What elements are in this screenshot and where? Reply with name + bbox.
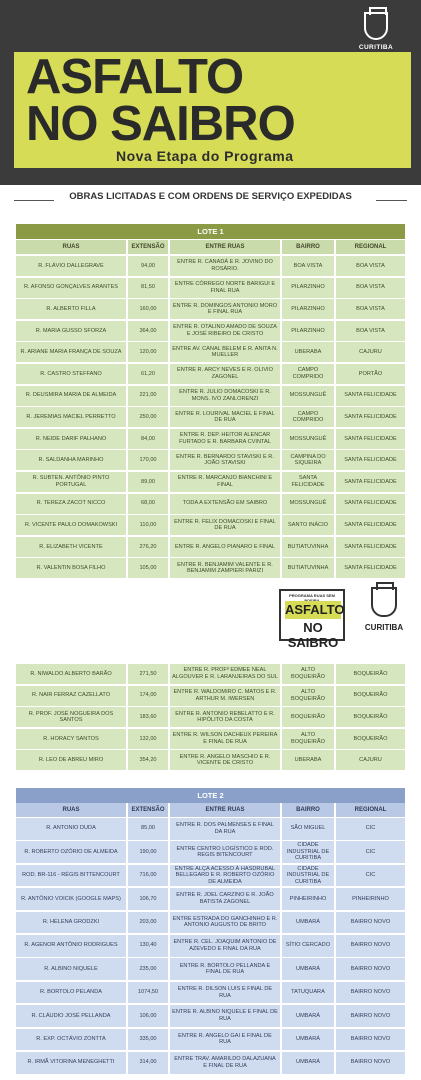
program-logo <box>279 589 345 650</box>
cell-regional: CAJURU <box>336 342 405 362</box>
cell-bairro: TATUQUARA <box>282 982 334 1004</box>
cell-entre-ruas: ENTRE ESTRADA DO GANCHINHO E R. ANTONIO AUGUSTO DE BRITO <box>170 912 280 934</box>
cell-rua: R. DEUSMIRA MARIA DE ALMEIDA <box>16 386 126 406</box>
cell-bairro: UMBARÁ <box>282 1052 334 1074</box>
table-row <box>16 278 405 298</box>
cell-regional: BAIRRO NOVO <box>336 982 405 1004</box>
cell-extensao: 106,00 <box>128 1005 168 1027</box>
cell-bairro: SÍTIO CERCADO <box>282 935 334 957</box>
cell-regional: BAIRRO NOVO <box>336 958 405 980</box>
cell-bairro: SANTO INÁCIO <box>282 515 334 535</box>
cell-extensao: 81,50 <box>128 278 168 298</box>
lote1-header <box>16 240 405 254</box>
table-row <box>16 841 405 863</box>
cell-regional: BOA VISTA <box>336 256 405 276</box>
cell-regional: CIC <box>336 841 405 863</box>
cell-extensao: 250,00 <box>128 407 168 427</box>
section-title: OBRAS LICITADAS E COM ORDENS DE SERVIÇO EXPEDIDAS <box>69 191 352 202</box>
cell-bairro: MOSSUNGUÊ <box>282 429 334 449</box>
program-logo-top: PROGRAMA RUAS SEM <box>289 593 335 598</box>
table-row <box>16 729 405 749</box>
cell-bairro: ALTO BOQUEIRÃO <box>282 729 334 749</box>
cell-bairro: UMBARÁ <box>282 912 334 934</box>
cell-regional: BOA VISTA <box>336 321 405 341</box>
col-ruas: RUAS <box>16 240 126 254</box>
table-row <box>16 1052 405 1074</box>
table-row <box>16 935 405 957</box>
table-row <box>16 686 405 706</box>
col-entre-ruas: ENTRE RUAS <box>170 803 280 817</box>
cell-extensao: 94,00 <box>128 256 168 276</box>
cell-entre-ruas: ENTRE R. BERNARDO STAVISKI E R. JOÃO STAVISKI <box>170 450 280 470</box>
title-line-1: ASFALTO <box>26 50 244 104</box>
cell-bairro: CAMPINA DO SIQUEIRA <box>282 450 334 470</box>
cell-regional: BOQUEIRÃO <box>336 707 405 727</box>
subtitle: Nova Etapa do Programa <box>116 148 294 164</box>
cell-rua: R. BORTOLO PELANDA <box>16 982 126 1004</box>
table-row <box>16 256 405 276</box>
lote2-header <box>16 803 405 817</box>
cell-extensao: 335,00 <box>128 1029 168 1051</box>
cell-regional: CAJURU <box>336 750 405 770</box>
cell-bairro: ALTO BOQUEIRÃO <box>282 686 334 706</box>
cell-extensao: 203,00 <box>128 912 168 934</box>
cell-regional: BAIRRO NOVO <box>336 1005 405 1027</box>
cell-entre-ruas: ENTRE R. ALBINO NIQUELE E FINAL DE RUA <box>170 1005 280 1027</box>
cell-extensao: 68,00 <box>128 494 168 514</box>
header-banner <box>0 0 421 185</box>
cell-entre-ruas: ENTRE R. DOMINGOS ANTONIO MORO E FINAL RUA <box>170 299 280 319</box>
cell-rua: R. CLÁUDIO JOSÉ PELLANDA <box>16 1005 126 1027</box>
cell-rua: R. PROF. JOSÉ NOGUEIRA DOS SANTOS <box>16 707 126 727</box>
cell-bairro: PILARZINHO <box>282 299 334 319</box>
cell-regional: SANTA FELICIDADE <box>336 472 405 492</box>
cell-extensao: 106,70 <box>128 888 168 910</box>
cell-regional: SANTA FELICIDADE <box>336 515 405 535</box>
cell-rua: R. TEREZA ZACOT NICCO <box>16 494 126 514</box>
lote2-label: LOTE 2 <box>16 788 405 803</box>
cell-rua: R. SUBTEN. ANTÔNIO PINTO PORTUGAL <box>16 472 126 492</box>
cell-entre-ruas: ENTRE R. ANTONIO REBELATTO E R. HIPÓLITO DA COSTA <box>170 707 280 727</box>
cell-regional: PORTÃO <box>336 364 405 384</box>
cell-bairro: UMBARÁ <box>282 958 334 980</box>
cell-rua: R. ALBERTO FILLA <box>16 299 126 319</box>
cell-regional: BOQUEIRÃO <box>336 664 405 684</box>
cell-bairro: SÃO MIGUEL <box>282 818 334 840</box>
cell-regional: BAIRRO NOVO <box>336 935 405 957</box>
table-row <box>16 450 405 470</box>
table-row <box>16 321 405 341</box>
table-row <box>16 429 405 449</box>
cell-regional: SANTA FELICIDADE <box>336 450 405 470</box>
cell-regional: BOA VISTA <box>336 299 405 319</box>
cell-entre-ruas: ENTRE R. ANGELO GAI E FINAL DE RUA <box>170 1029 280 1051</box>
table-row <box>16 515 405 535</box>
brand-label: CURITIBA <box>358 44 394 51</box>
cell-bairro: CIDADE INDUSTRIAL DE CURITIBA <box>282 865 334 887</box>
cell-bairro: UMBARÁ <box>282 1029 334 1051</box>
cell-rua: R. EXP. OCTÁVIO ZONTTA <box>16 1029 126 1051</box>
cell-entre-ruas: ENTRE AV. CANAL BELEM E R. ANITA N. MUELLER <box>170 342 280 362</box>
cell-bairro: BUTIATUVINHA <box>282 558 334 578</box>
col-extensao: EXTENSÃO <box>128 240 168 254</box>
cell-rua: R. LEO DE ABREU MIRO <box>16 750 126 770</box>
cell-extensao: 61,20 <box>128 364 168 384</box>
cell-rua: R. ELIZABETH VICENTE <box>16 537 126 557</box>
cell-extensao: 85,00 <box>128 818 168 840</box>
cell-regional: BAIRRO NOVO <box>336 1029 405 1051</box>
table-row <box>16 888 405 910</box>
cell-rua: R. ANTÔNIO VOICIK (GOOGLE MAPS) <box>16 888 126 910</box>
cell-bairro: SANTA FELICIDADE <box>282 472 334 492</box>
cell-extensao: 364,00 <box>128 321 168 341</box>
cell-bairro: BOQUEIRÃO <box>282 707 334 727</box>
col-regional: REGIONAL <box>336 803 405 817</box>
cell-entre-ruas: ENTRE R. MARCANJO BIANCHINI E FINAL <box>170 472 280 492</box>
cell-extensao: 105,00 <box>128 558 168 578</box>
cell-entre-ruas: ENTRE R. FELIX DOMACOSKI E FINAL DE RUA <box>170 515 280 535</box>
cell-rua: R. VICENTE PAULO DOMAKOWSKI <box>16 515 126 535</box>
cell-extensao: 235,00 <box>128 958 168 980</box>
cell-bairro: PINHEIRINHO <box>282 888 334 910</box>
table-row <box>16 958 405 980</box>
program-logo-asfalto: ASFALTO <box>285 602 345 617</box>
cell-rua: R. SALDANHA MARINHO <box>16 450 126 470</box>
table-row <box>16 707 405 727</box>
title-line-2: NO SAIBRO <box>26 97 295 151</box>
cell-bairro: PILARZINHO <box>282 321 334 341</box>
cell-regional: BAIRRO NOVO <box>336 1052 405 1074</box>
cell-entre-ruas: ENTRE R. PROFª EDMEE NEAL ALGOUVER E R. LARANJEIRAS DO SUL <box>170 664 280 684</box>
cell-regional: SANTA FELICIDADE <box>336 494 405 514</box>
cell-regional: SANTA FELICIDADE <box>336 386 405 406</box>
cell-entre-ruas: ENTRE R. ANGELO PIANARO E FINAL <box>170 537 280 557</box>
cell-rua: R. CASTRO STEFFANO <box>16 364 126 384</box>
table-row <box>16 494 405 514</box>
cell-extensao: 110,00 <box>128 515 168 535</box>
table-row <box>16 558 405 578</box>
cell-regional: BAIRRO NOVO <box>336 912 405 934</box>
cell-entre-ruas: ENTRE R. BORTOLO PELLANDA E FINAL DE RUA <box>170 958 280 980</box>
cell-rua: R. HELENA GRODZKI <box>16 912 126 934</box>
col-extensao: EXTENSÃO <box>128 803 168 817</box>
table-row <box>16 342 405 362</box>
cell-bairro: BUTIATUVINHA <box>282 537 334 557</box>
cell-entre-ruas: ENTRE CENTRO LOGÍSTICO E ROD. REGIS BITENCOURT <box>170 841 280 863</box>
cell-extensao: 89,00 <box>128 472 168 492</box>
table-row <box>16 865 405 887</box>
table-row <box>16 472 405 492</box>
cell-regional: BOA VISTA <box>336 278 405 298</box>
cell-regional: BOQUEIRÃO <box>336 729 405 749</box>
cell-entre-ruas: ENTRE R. BENJAMIM VALENTE E R. BENJAMIM ZAMPIERI PARIZI <box>170 558 280 578</box>
cell-bairro: BOA VISTA <box>282 256 334 276</box>
cell-bairro: UBERABA <box>282 342 334 362</box>
cell-entre-ruas: ENTRE TRAV. AMARILDO DALAZUANA E FINAL DE RUA <box>170 1052 280 1074</box>
cell-entre-ruas: ENTRE R. WALDOMIRO C. MATOS E R. ARTHUR M. IWERSEN <box>170 686 280 706</box>
cell-bairro: ALTO BOQUEIRÃO <box>282 664 334 684</box>
cell-extensao: 716,00 <box>128 865 168 887</box>
table-row <box>16 818 405 840</box>
col-bairro: BAIRRO <box>282 803 334 817</box>
table-row <box>16 982 405 1004</box>
cell-bairro: PILARZINHO <box>282 278 334 298</box>
cell-entre-ruas: ENTRE R. LOURIVAL MACIEL E FINAL DE RUA <box>170 407 280 427</box>
cell-rua: R. HORACY SANTOS <box>16 729 126 749</box>
cell-extensao: 170,00 <box>128 450 168 470</box>
cell-extensao: 160,00 <box>128 299 168 319</box>
cell-extensao: 183,60 <box>128 707 168 727</box>
table-row <box>16 1029 405 1051</box>
cell-extensao: 130,40 <box>128 935 168 957</box>
cell-entre-ruas: ENTRE R. JOEL CARZINO E R. JOÃO BATISTA ZAGONEL <box>170 888 280 910</box>
brand-label-lower: CURITIBA <box>364 623 404 632</box>
table-row <box>16 407 405 427</box>
curitiba-logo-lower <box>358 587 410 632</box>
cell-rua: R. ANTONIO DUDA <box>16 818 126 840</box>
cell-entre-ruas: ENTRE R. CEL. JOAQUIM ANTONIO DE AZEVEDO E FINAL DA RUA <box>170 935 280 957</box>
cell-extensao: 276,20 <box>128 537 168 557</box>
cell-bairro: UMBARÁ <box>282 1005 334 1027</box>
cell-entre-ruas: TODA A EXTENSÃO EM SAIBRO <box>170 494 280 514</box>
cell-entre-ruas: ENTRE R. OTALINO AMADO DE SOUZA E JOSÉ RIBEIRO DE CRISTO <box>170 321 280 341</box>
cell-entre-ruas: ENTRE R. WILSON DACHEUX PEREIRA E FINAL DE RUA <box>170 729 280 749</box>
lote1-label: LOTE 1 <box>16 224 405 239</box>
cell-entre-ruas: ENTRE R. DOS PALMENSES E FINAL DA RUA <box>170 818 280 840</box>
cell-bairro: UBERABA <box>282 750 334 770</box>
cell-regional: CIC <box>336 818 405 840</box>
cell-entre-ruas: ENTRE R. JULIO DOMACOSKI E R. MONS. IVO ZANLORENZI <box>170 386 280 406</box>
table-row <box>16 664 405 684</box>
cell-rua: ROD. BR-116 - RÉGIS BITTENCOURT <box>16 865 126 887</box>
table-row <box>16 386 405 406</box>
city-crest-icon <box>364 12 388 40</box>
table-row <box>16 537 405 557</box>
cell-regional: SANTA FELICIDADE <box>336 407 405 427</box>
cell-entre-ruas: ENTRE ALÇA ACESSO À HASDRUBAL BELLEGARD E R. ROBERTO OZÓRIO DE ALMEIDA <box>170 865 280 887</box>
cell-extensao: 174,00 <box>128 686 168 706</box>
cell-regional: SANTA FELICIDADE <box>336 558 405 578</box>
col-bairro: BAIRRO <box>282 240 334 254</box>
cell-rua: R. IRMÃ VITORINA MENEGHETTI <box>16 1052 126 1074</box>
cell-extensao: 1074,50 <box>128 982 168 1004</box>
cell-rua: R. AGENOR ANTÔNIO RODRIGUES <box>16 935 126 957</box>
cell-regional: SANTA FELICIDADE <box>336 429 405 449</box>
cell-rua: R. AFONSO GONÇALVES ARANTES <box>16 278 126 298</box>
cell-rua: R. ARIANE MARIA FRANÇA DE SOUZA <box>16 342 126 362</box>
cell-rua: R. NIWALDO ALBERTO BARÃO <box>16 664 126 684</box>
curitiba-logo <box>346 12 406 51</box>
cell-rua: R. JEREMIAS MACIEL PERRETTO <box>16 407 126 427</box>
table-row <box>16 750 405 770</box>
cell-extensao: 354,20 <box>128 750 168 770</box>
cell-entre-ruas: ENTRE R. ANGELO MASCHIO E R. VICENTE DE CRISTO <box>170 750 280 770</box>
cell-entre-ruas: ENTRE R. ARCY NEVES E R. OLIVIO ZAGONEL <box>170 364 280 384</box>
table-row <box>16 912 405 934</box>
cell-extensao: 132,00 <box>128 729 168 749</box>
city-crest-icon <box>371 587 397 617</box>
col-entre-ruas: ENTRE RUAS <box>170 240 280 254</box>
cell-rua: R. FLÁVIO DALLEGRAVE <box>16 256 126 276</box>
cell-entre-ruas: ENTRE CÓRREGO NORTE BARIGUI E FINAL RUA <box>170 278 280 298</box>
cell-rua: R. ALBINO NIQUELE <box>16 958 126 980</box>
cell-extensao: 314,00 <box>128 1052 168 1074</box>
cell-rua: R. NAIR FERRAZ CAZELLATO <box>16 686 126 706</box>
cell-regional: PINHEIRINHO <box>336 888 405 910</box>
cell-bairro: MOSSUNGUÊ <box>282 386 334 406</box>
cell-bairro: CIDADE INDUSTRIAL DE CURITIBA <box>282 841 334 863</box>
cell-extensao: 84,00 <box>128 429 168 449</box>
cell-extensao: 120,00 <box>128 342 168 362</box>
cell-rua: R. VALENTIN BOSA FILHO <box>16 558 126 578</box>
cell-bairro: MOSSUNGUÊ <box>282 494 334 514</box>
cell-entre-ruas: ENTRE R. DILSON LUIS E FINAL DE RUA <box>170 982 280 1004</box>
cell-rua: R. NEIDE DARIF PALHANO <box>16 429 126 449</box>
table-row <box>16 299 405 319</box>
cell-extensao: 190,00 <box>128 841 168 863</box>
cell-entre-ruas: ENTRE R. CANADÁ E R. JOVINO DO ROSÁRIO. <box>170 256 280 276</box>
cell-rua: R. ROBERTO OZÓRIO DE ALMEIDA <box>16 841 126 863</box>
cell-entre-ruas: ENTRE R. DEP. HEITOR ALENCAR FURTADO E R. BARBARA CVINTAL <box>170 429 280 449</box>
cell-regional: SANTA FELICIDADE <box>336 537 405 557</box>
col-regional: REGIONAL <box>336 240 405 254</box>
cell-rua: R. MARIA GUSSO SFORZA <box>16 321 126 341</box>
col-ruas: RUAS <box>16 803 126 817</box>
program-logo-nosaibro: NO SAIBRO <box>287 620 339 650</box>
cell-regional: CIC <box>336 865 405 887</box>
cell-extensao: 271,50 <box>128 664 168 684</box>
table-row <box>16 364 405 384</box>
table-row <box>16 1005 405 1027</box>
cell-extensao: 221,00 <box>128 386 168 406</box>
cell-bairro: CAMPO COMPRIDO <box>282 407 334 427</box>
cell-bairro: CAMPO COMPRIDO <box>282 364 334 384</box>
cell-regional: BOQUEIRÃO <box>336 686 405 706</box>
